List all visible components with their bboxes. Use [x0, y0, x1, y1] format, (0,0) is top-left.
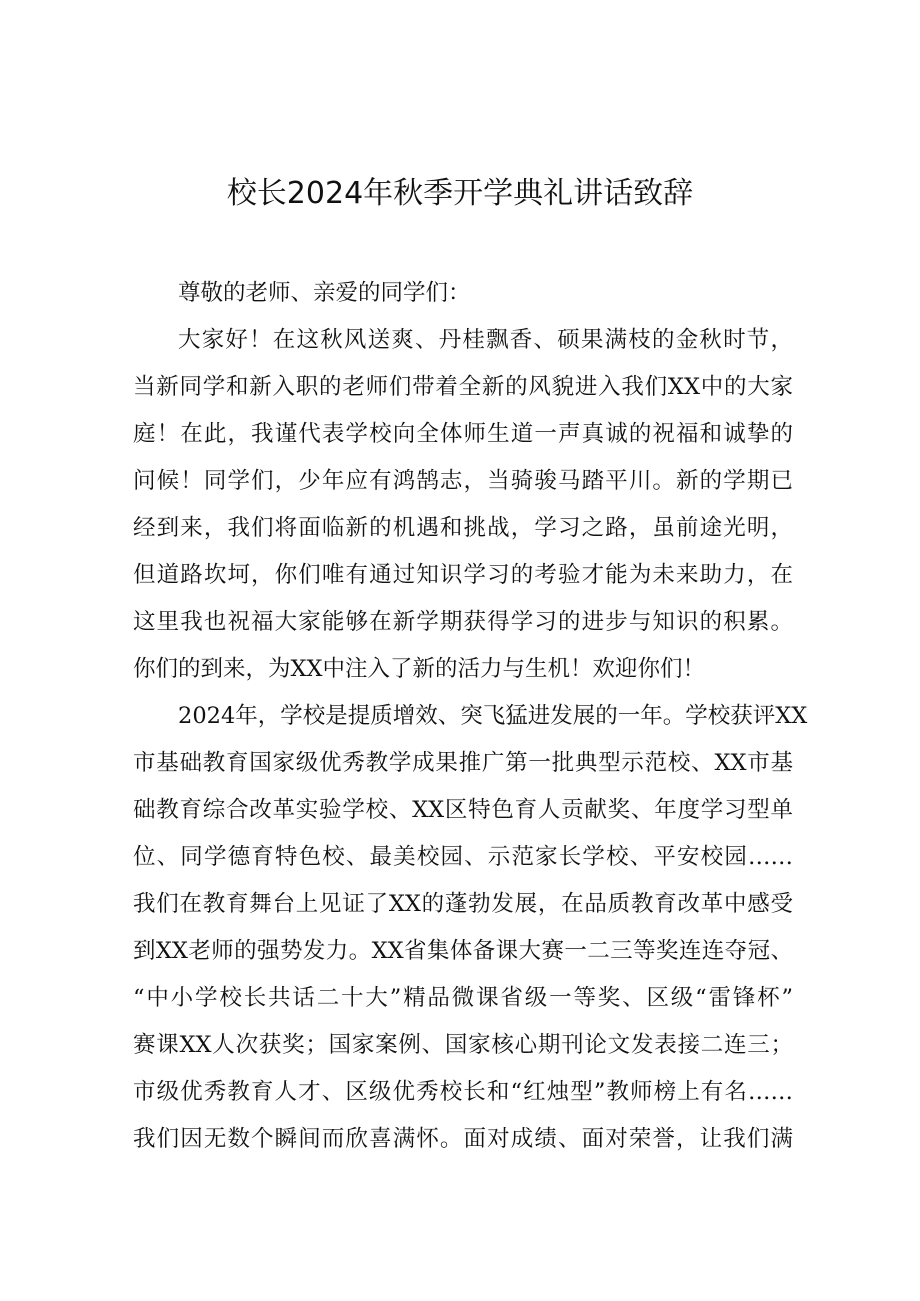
greeting-line — [133, 270, 793, 317]
paragraph-line: 大家好！在这秋风送爽、丹桂飘香、硕果满枝的金秋时节， — [178, 327, 793, 353]
paragraph-line: 础教育综合改革实验学校、XX区特色育人贡献奖、年度学习型单 — [133, 797, 793, 823]
greeting-text: 尊敬的老师、亲爱的同学们： — [178, 280, 471, 306]
paragraph-line: 市基础教育国家级优秀教学成果推广第一批典型示范校、XX市基 — [133, 750, 793, 776]
document-title: 校长2024年秋季开学典礼讲话致辞 — [226, 176, 694, 211]
document-body — [133, 270, 808, 1163]
paragraph-achievements — [133, 693, 808, 1163]
paragraph-line: 庭！在此，我谨代表学校向全体师生道一声真诚的祝福和诚挚的 — [133, 421, 793, 447]
paragraph-line: 当新同学和新入职的老师们带着全新的风貌进入我们XX中的大家 — [133, 374, 793, 400]
paragraph-line: “中小学校长共话二十大”精品微课省级一等奖、区级“雷锋杯” — [133, 985, 793, 1011]
paragraph-line: 市级优秀教育人才、区级优秀校长和“红烛型”教师榜上有名…… — [133, 1079, 793, 1105]
paragraph-line: 2024年，学校是提质增效、突飞猛进发展的一年。学校获评XX — [178, 703, 808, 729]
paragraph-line: 到XX老师的强势发力。XX省集体备课大赛一二三等奖连连夺冠、 — [133, 938, 793, 964]
paragraph-line: 位、同学德育特色校、最美校园、示范家长学校、平安校园…… — [133, 844, 793, 870]
paragraph-line: 我们因无数个瞬间而欣喜满怀。面对成绩、面对荣誉，让我们满 — [133, 1126, 793, 1152]
paragraph-line: 这里我也祝福大家能够在新学期获得学习的进步与知识的积累。 — [133, 609, 793, 635]
paragraph-line: 但道路坎坷，你们唯有通过知识学习的考验才能为未来助力，在 — [133, 562, 793, 588]
paragraph-line: 我们在教育舞台上见证了XX的蓬勃发展，在品质教育改革中感受 — [133, 891, 793, 917]
paragraph-welcome — [133, 317, 793, 693]
paragraph-line: 你们的到来，为XX中注入了新的活力与生机！欢迎你们！ — [133, 656, 706, 682]
paragraph-line: 问候！同学们，少年应有鸿鹄志，当骑骏马踏平川。新的学期已 — [133, 468, 793, 494]
paragraph-line: 赛课XX人次获奖；国家案例、国家核心期刊论文发表接二连三； — [133, 1032, 793, 1058]
paragraph-line: 经到来，我们将面临新的机遇和挑战，学习之路，虽前途光明， — [133, 515, 793, 541]
